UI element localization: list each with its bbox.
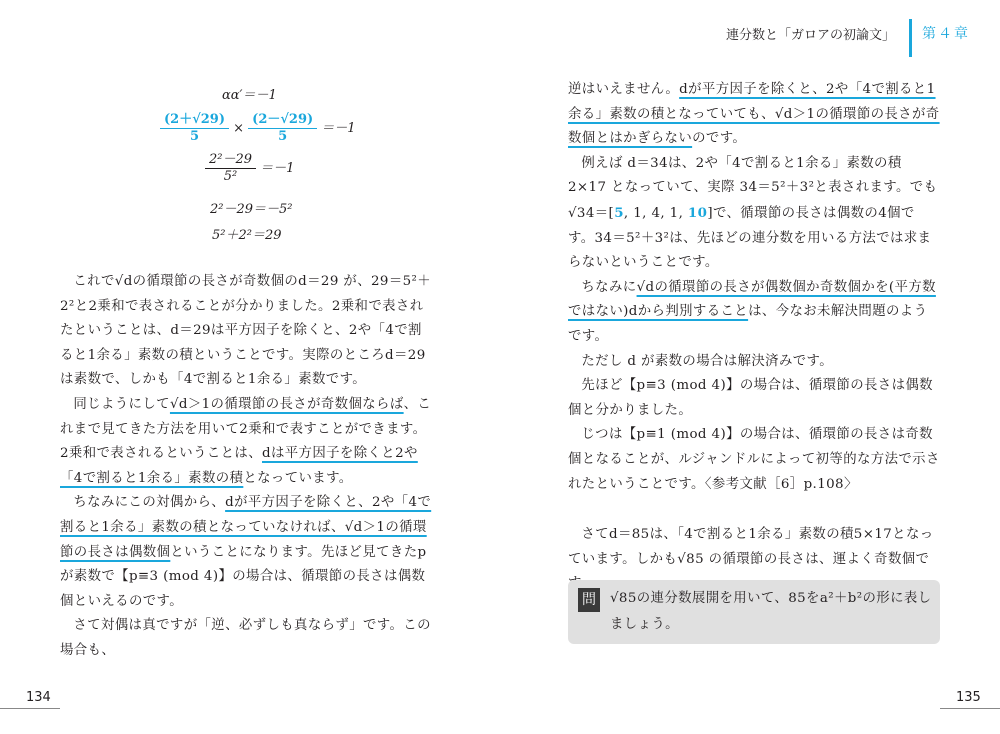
- paragraph: 逆はいえません。dが平方因子を除くと、2や「4で割ると1余る」素数の積となっていても、√d＞1の循環節の長さが奇数個とはかぎらないのです。: [568, 82, 940, 147]
- chapter-label: 第４章: [922, 26, 970, 42]
- chapter-title: 連分数と「ガロアの初論文」: [725, 27, 895, 43]
- underlined-phrase: dが平方因子を除くと、2や「4で割ると1余る」素数の積となっていても、√d＞1の循環節の長さが奇数個とはかぎらない: [568, 82, 940, 147]
- paragraph: 先ほど【p≡3 (mod 4)】の場合は、循環節の長さは偶数個と分かりました。: [568, 378, 933, 418]
- paragraph: ちなみにこの対偶から、dが平方因子を除くと、2や「4で割ると1余る」素数の積となっていなければ、√d＞1の循環節の長さは偶数個ということになります。先ほど見てきたpが素数で【p≡3 (mod 4)】の場合は、循環節の長さは偶数個といえるのです。: [60, 495, 432, 609]
- right-body-text: [568, 78, 940, 597]
- question-icon: 問: [578, 588, 600, 612]
- footer-rule: [940, 708, 1000, 709]
- page-number-right: 135: [956, 690, 981, 705]
- paragraph: 例えば d＝34は、2や「4で割ると1余る」素数の積 2×17 となっていて、実際 34＝5²＋3²と表されます。でも √34＝[5, 1, 4, 1, 10]で、循環節の長さは偶数の4個です。34＝5²＋3²は、先ほどの連分数を用いる方法では求まらないということです。: [568, 155, 938, 271]
- fraction-1: $\frac{(2+√29)}{5}$: [160, 112, 229, 145]
- equation-4: 2²－29＝－5²: [210, 202, 293, 217]
- equation-5: 5²＋2²＝29: [212, 228, 282, 243]
- paragraph: これで√dの循環節の長さが奇数個のd＝29 が、29＝5²＋2²と2乗和で表されることが分かりました。2乗和で表されたということは、d＝29は平方因子を除くと、2や「4で割ると1余る」素数の積ということです。実際のところd＝29は素数で、しかも「4で割ると1余る」素数です。: [60, 274, 432, 388]
- equation-1: αα′＝－1: [222, 88, 277, 103]
- running-header: [726, 18, 970, 48]
- left-body-text: [60, 270, 432, 664]
- header-divider: [909, 19, 912, 57]
- underlined-phrase: dは平方因子を除くと2や「4で割ると1余る」素数の積: [60, 446, 418, 486]
- paragraph: 同じようにして√d＞1の循環節の長さが奇数個ならば、これまで見てきた方法を用いて2乗和で表すことができます。2乗和で表されるということは、dは平方因子を除くと2や「4で割ると1余る」素数の積となっています。: [60, 396, 432, 486]
- equation-3: $\frac{\text{2²－29}}{\text{5²}}$ ＝－1: [205, 152, 294, 185]
- question-box: [568, 580, 940, 644]
- question-text: √85の連分数展開を用いて、85をa²＋b²の形に表しましょう。: [610, 591, 932, 632]
- fraction-2: $\frac{(2-√29)}{5}$: [248, 112, 317, 145]
- paragraph: さてd＝85は、「4で割ると1余る」素数の積5×17となっています。しかも√85 の循環節の長さは、運よく奇数個で: [568, 527, 934, 567]
- paragraph: じつは【p≡1 (mod 4)】の場合は、循環節の長さは奇数個となることが、ルジャンドルによって初等的な方法で示されたということです。〈参考文献［6］p.108〉: [568, 427, 940, 492]
- paragraph: さて対偶は真ですが「逆、必ずしも真ならず」です。この場合も、: [60, 618, 431, 658]
- equation-2: $\frac{(2+√29)}{5}$ × $\frac{(2-√29)}{5}$ ＝－1: [160, 112, 356, 145]
- underlined-phrase: √dの循環節の長さが偶数個か奇数個かを(平方数ではない)dから判別すること: [568, 279, 936, 320]
- footer-rule: [0, 708, 60, 709]
- page-number-left: 134: [26, 690, 51, 705]
- underlined-phrase: dが平方因子を除くと、2や「4で割ると1余る」素数の積となっていなければ、√d＞1の循環節の長さは偶数個: [60, 495, 432, 560]
- underlined-phrase: √d＞1の循環節の長さが奇数個ならば: [169, 396, 404, 412]
- paragraph: ただし d が素数の場合は解決済みです。: [581, 353, 834, 369]
- paragraph: ちなみに√dの循環節の長さが偶数個か奇数個かを(平方数ではない)dから判別することは、今なお未解決問題のようです。: [568, 279, 936, 344]
